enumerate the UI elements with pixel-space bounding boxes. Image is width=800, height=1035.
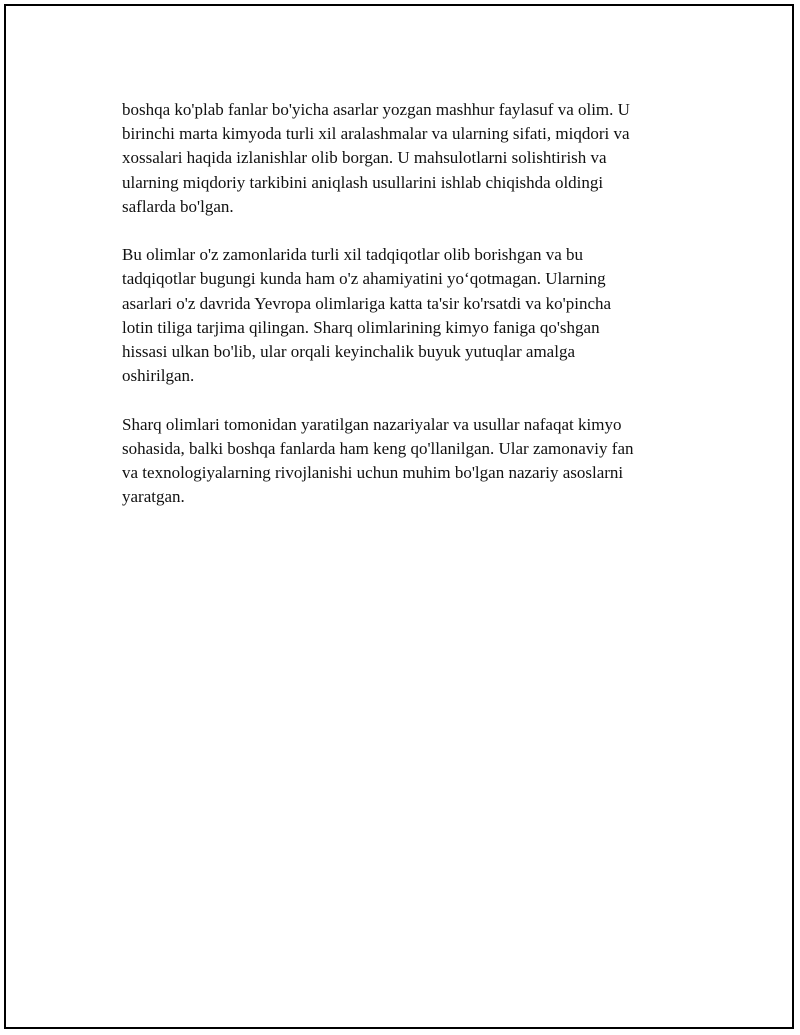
text-line: Sharq olimlari tomonidan yaratilgan nazariyalar va usullar nafaqat kimyo	[122, 414, 622, 434]
paragraph-1	[122, 98, 682, 219]
text-line: yaratgan.	[122, 487, 185, 507]
text-line: saflarda bo'lgan.	[122, 196, 234, 216]
text-line: oshirilgan.	[122, 366, 195, 386]
paragraph-2	[122, 243, 682, 388]
text-line: ularning miqdoriy tarkibini aniqlash usullarini ishlab chiqishda oldingi	[122, 172, 604, 192]
text-line: Bu olimlar o'z zamonlarida turli xil tadqiqotlar olib borishgan va bu	[122, 245, 584, 265]
text-line: hissasi ulkan bo'lib, ular orqali keyinchalik buyuk yutuqlar amalga	[122, 342, 575, 362]
text-line: lotin tiliga tarjima qilingan. Sharq olimlarining kimyo faniga qo'shgan	[122, 317, 600, 337]
text-line: va texnologiyalarning rivojlanishi uchun muhim bo'lgan nazariy asoslarni	[122, 463, 624, 483]
text-line: tadqiqotlar bugungi kunda ham o'z ahamiyatini yo‘qotmagan. Ularning	[122, 269, 606, 289]
page-frame	[4, 4, 794, 1029]
text-line: sohasida, balki boshqa fanlarda ham keng qo'llanilgan. Ular zamonaviy fan	[122, 438, 634, 458]
paragraph-3	[122, 413, 682, 510]
text-line: birinchi marta kimyoda turli xil aralashmalar va ularning sifati, miqdori va	[122, 124, 630, 144]
text-line: xossalari haqida izlanishlar olib borgan. U mahsulotlarni solishtirish va	[122, 148, 607, 168]
text-line: asarlari o'z davrida Yevropa olimlariga katta ta'sir ko'rsatdi va ko'pincha	[122, 293, 612, 313]
text-line: boshqa ko'plab fanlar bo'yicha asarlar yozgan mashhur faylasuf va olim. U	[122, 100, 630, 119]
document-body	[122, 98, 682, 534]
